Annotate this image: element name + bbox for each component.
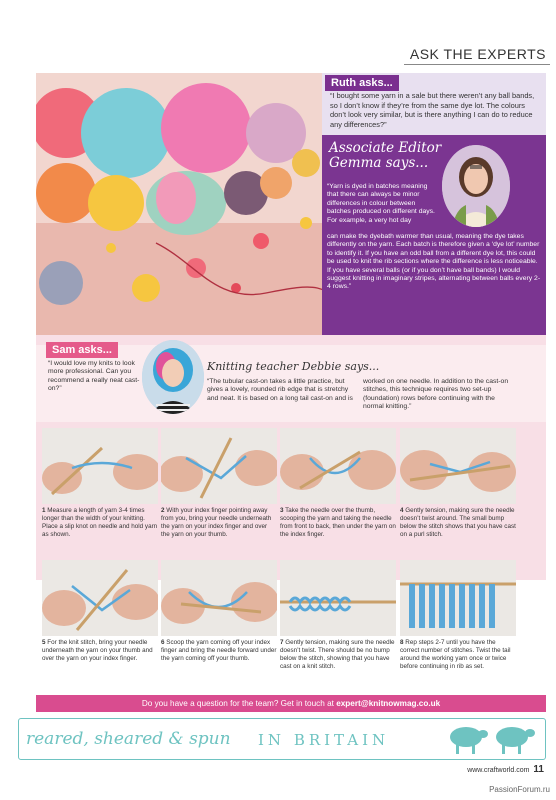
- contact-banner: [36, 695, 546, 712]
- gemma-answer-part2: can make the dyebath warmer than usual, meaning the dye takes differently on the yarn. Each batch is therefore given a ‘dye lot’ number to identify it. If you have an odd ball from a different dye lot, this could be used to knit the rib sections where the difference is less noticeable. If you have several balls (or if you don’t have ball bands) I would suggest knitting in imaginary stripes, alternating between balls every 2-4 rows.”: [327, 233, 541, 291]
- step-3-number: 3: [280, 507, 284, 514]
- page-footer: [467, 764, 544, 775]
- watermark: PassionForum.ru: [489, 785, 550, 794]
- step-1: [42, 428, 158, 539]
- step-6-photo: [161, 560, 277, 636]
- gemma-portrait: [442, 145, 510, 227]
- contact-banner-text: Do you have a question for the team? Get in touch at: [141, 699, 337, 708]
- section-heading: ASK THE EXPERTS: [409, 46, 546, 62]
- step-4: [400, 428, 516, 539]
- step-5-number: 5: [42, 639, 46, 646]
- step-2: [161, 428, 277, 539]
- contact-email-link[interactable]: expert@knitnowmag.co.uk: [336, 699, 441, 708]
- step-7-text: Gently tension, making sure the needle doesn’t twist. There should be no bump below the stitch, showing that you have cast on a knit stitch.: [280, 639, 395, 670]
- heading-rule: [404, 64, 550, 65]
- step-1-photo: [42, 428, 158, 504]
- step-8-text: Rep steps 2-7 until you have the correct number of stitches. Twist the tail around the working yarn once or twice before continuing in rib as set.: [400, 639, 511, 670]
- step-6-text: Scoop the yarn coming off your index finger and bring the needle forward under the yarn coming off your thumb.: [161, 639, 277, 662]
- step-2-photo: [161, 428, 277, 504]
- step-5: [42, 560, 158, 663]
- gemma-answer-part1: “Yarn is dyed in batches meaning that there can always be minor differences in colour between batches produced on different days. For example, a very hot day: [327, 183, 435, 224]
- sam-question: “I would love my knits to look more professional. Can you recommend a really neat cast-on?”: [48, 360, 140, 393]
- step-2-text: With your index finger pointing away from you, bring your needle underneath the yarn on your index finger and over the yarn on your thumb.: [161, 507, 272, 538]
- step-3-photo: [280, 428, 396, 504]
- step-4-number: 4: [400, 507, 404, 514]
- step-1-number: 1: [42, 507, 46, 514]
- step-4-text: Gently tension, making sure the needle doesn’t twist around. The small bump below the stitch shows that you have cast on a purl stitch.: [400, 507, 516, 538]
- step-3: [280, 428, 396, 539]
- step-6: [161, 560, 277, 663]
- debbie-answer-part1: “The tubular cast-on takes a little practice, but gives a lovely, rounded rib edge that is stretchy and neat. It is based on a long tail cast-on and is: [207, 378, 353, 402]
- brand-tagline: IN BRITAIN: [258, 731, 390, 749]
- yarn-photo: [36, 73, 356, 335]
- step-8-number: 8: [400, 639, 404, 646]
- footer-site: www.craftworld.com: [467, 767, 530, 774]
- step-3-text: Take the needle over the thumb, scooping the yarn and taking the needle from front to back, then under the yarn on the index finger.: [280, 507, 396, 538]
- gemma-title: Associate Editor Gemma says...: [329, 140, 442, 171]
- ruth-question: “I bought some yarn in a sale but there weren’t any ball bands, so I don’t know if they’re from the same dye lot. The colours don’t look very similar, but is there anything I can do to reduce any differences?”: [330, 91, 535, 129]
- step-1-text: Measure a length of yarn 3-4 times longer than the width of your knitting. Place a slip knot on needle and hold yarn as shown.: [42, 507, 158, 538]
- ruth-tag: Ruth asks...: [325, 75, 399, 91]
- step-4-photo: [400, 428, 516, 504]
- debbie-title: Knitting teacher Debbie says...: [207, 360, 380, 373]
- sam-tag: Sam asks...: [46, 342, 118, 358]
- step-7-photo: [280, 560, 396, 636]
- sheep-icon: [446, 722, 542, 756]
- step-8-photo: [400, 560, 516, 636]
- page-number: 11: [533, 764, 544, 775]
- debbie-portrait: [142, 340, 204, 414]
- step-5-text: For the knit stitch, bring your needle underneath the yarn on your thumb and over the yarn on your index finger.: [42, 639, 153, 662]
- step-6-number: 6: [161, 639, 165, 646]
- step-7: [280, 560, 396, 671]
- brand-slogan: reared, sheared & spun: [26, 729, 231, 749]
- step-7-number: 7: [280, 639, 284, 646]
- step-5-photo: [42, 560, 158, 636]
- step-8: [400, 560, 516, 671]
- debbie-answer-part2: worked on one needle. In addition to the cast-on stitches, this technique requires two set-up (foundation) rows before continuing with the normal knitting.”: [363, 378, 509, 411]
- step-2-number: 2: [161, 507, 165, 514]
